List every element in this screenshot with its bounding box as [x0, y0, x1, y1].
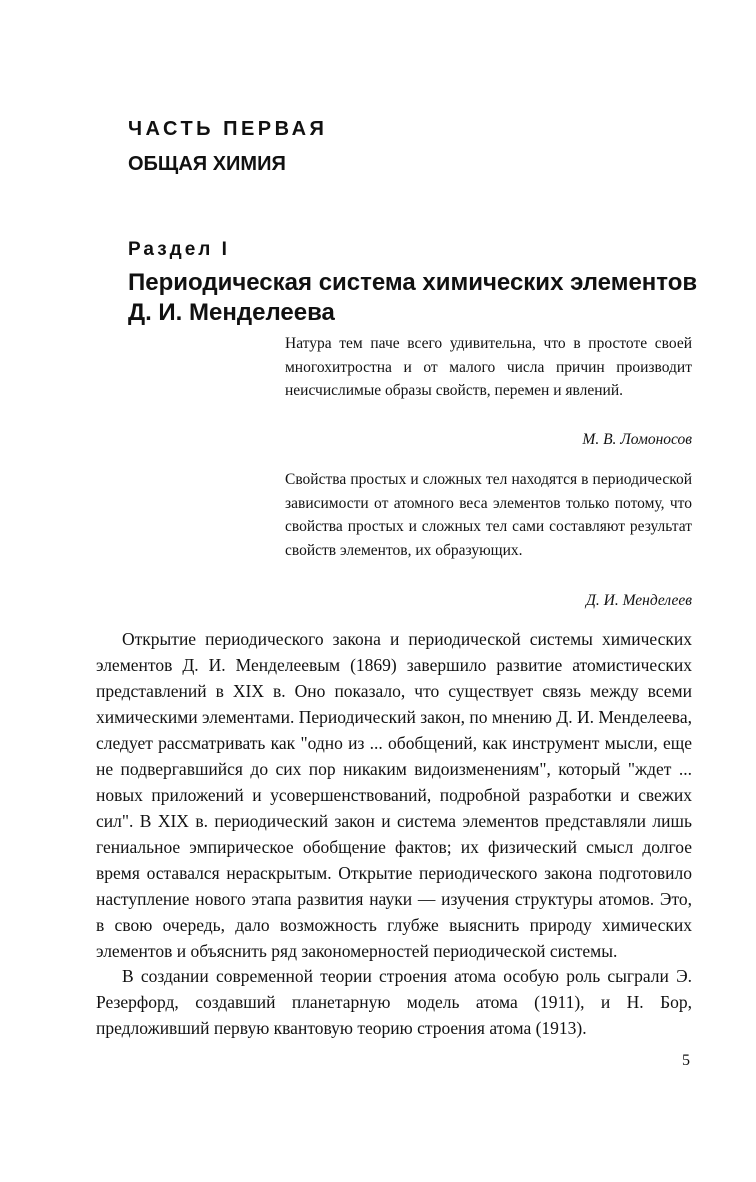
epigraph-author: Д. И. Менделеев — [586, 592, 692, 609]
epigraph-author: М. В. Ломоносов — [582, 431, 692, 448]
part-label: ЧАСТЬ ПЕРВАЯ — [128, 118, 328, 140]
paragraph-text: В создании современной теории строения атома особую роль сыграли Э. Резерфорд, создавший планетарную модель атома (1911), и Н. Бор, предложивший первую квантовую теорию строения атома (1913). — [96, 966, 692, 1038]
epigraph-text: Свойства простых и сложных тел находятся в периодической зависимости от атомного веса элементов только потому, что свойства простых и сложных тел сами составляют результат свойств элементов, их образующих. — [285, 471, 692, 559]
page-number: 5 — [682, 1052, 690, 1069]
body-paragraph — [96, 626, 692, 964]
section-label: Раздел I — [128, 239, 230, 260]
section-title: Периодическая система химических элементов Д. И. Менделеева — [128, 269, 698, 326]
body-paragraph — [96, 963, 692, 1041]
part-title: ОБЩАЯ ХИМИЯ — [128, 153, 286, 175]
paragraph-text: Открытие периодического закона и периодической системы химических элементов Д. И. Менделеевым (1869) завершило развитие атомистических представлений в XIX в. Оно показало, что существует связь между всеми химическими элементами. Периодический закон, по мнению Д. И. Менделеева, следует рассматривать как "одно из ... обобщений, как инструмент мысли, еще не подвергавшийся до сих пор никаким видоизменениям", который "ждет ... новых приложений и усовершенствований, подробной разработки и свежих сил". В XIX в. периодический закон и система элементов представляли лишь гениальное эмпирическое обобщение фактов; их физический смысл долгое время оставался нераскрытым. Открытие периодического закона подготовило наступление нового этапа развития науки — изучения структуры атомов. Это, в свою очередь, дало возможность глубже выяснить природу химических элементов и объяснить ряд закономерностей периодической системы. — [96, 629, 692, 961]
epigraph-text: Натура тем паче всего удивительна, что в простоте своей многохитростна и от малого числа причин производит неисчислимые образы свойств, перемен и явлений. — [285, 335, 692, 399]
